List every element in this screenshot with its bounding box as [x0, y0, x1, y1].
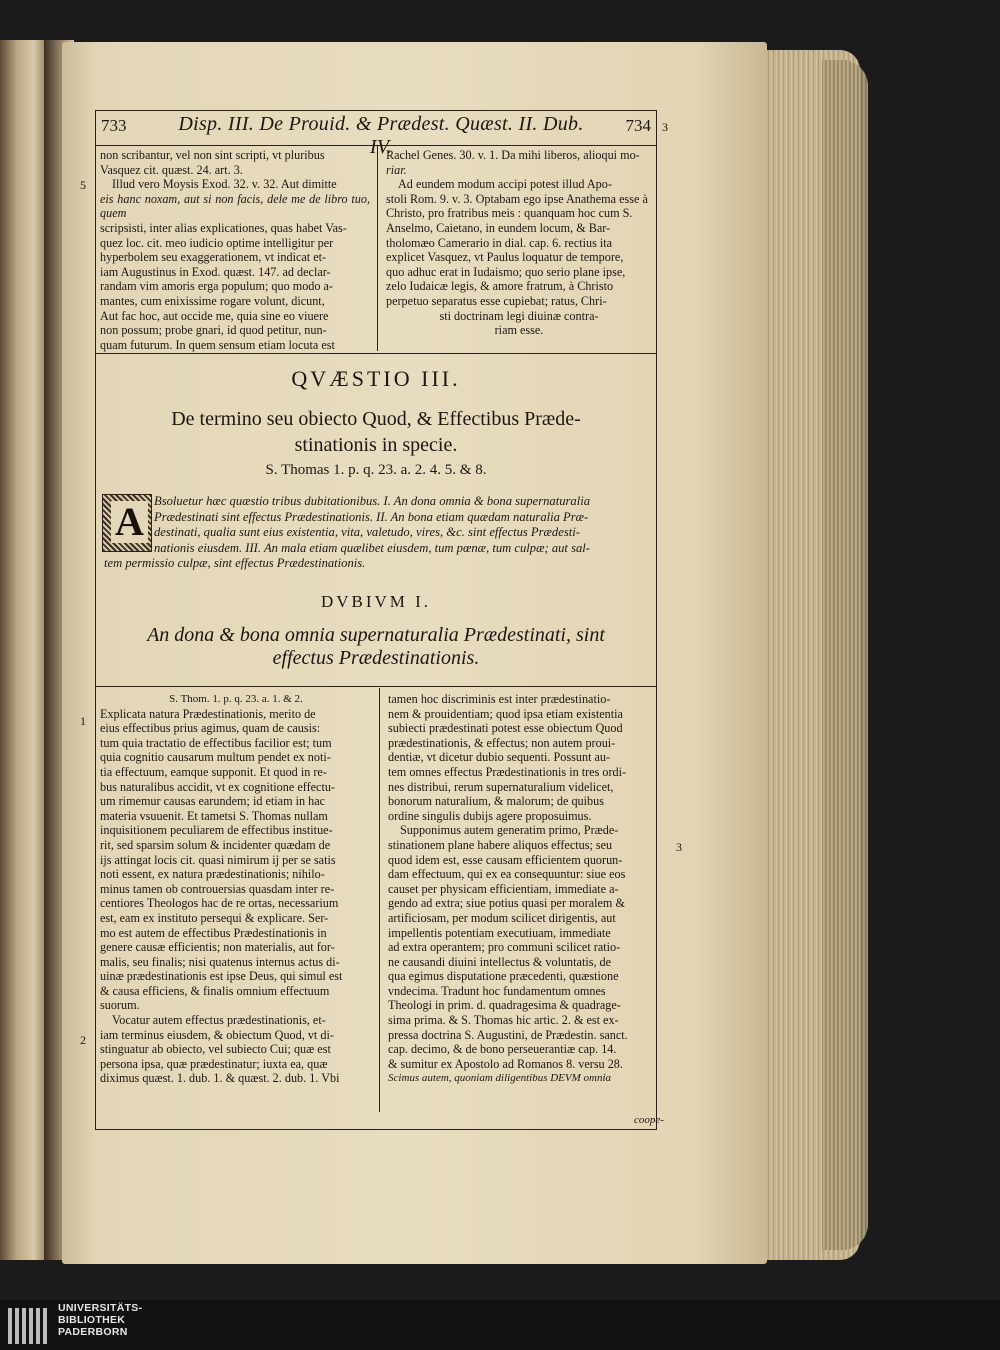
- text-line: impellentis potentiam executiuam, immediate: [388, 925, 611, 940]
- library-name-line: PADERBORN: [58, 1326, 128, 1338]
- text-line: non scribantur, vel non sint scripti, vt pluribus: [100, 148, 325, 162]
- catchword: coope-: [634, 1114, 664, 1126]
- text-line: rit, sed sparsim solum & incidenter quædam de: [100, 837, 331, 852]
- text-line: qua egimus disputatione præcedenti, quæstione: [388, 969, 619, 984]
- text-line: hyperbolem seu exaggerationem, vt indicat et-: [100, 250, 327, 265]
- top-left-column: [100, 148, 370, 352]
- text-line: Aut fac hoc, aut occide me, quia sine eo viuere: [100, 308, 329, 323]
- text-line: iam Augustinus in Exod. quæst. 147. ad declar-: [100, 264, 331, 279]
- text-line: Scimus autem, quoniam diligentibus DEVM omnia: [388, 1072, 612, 1085]
- text-line: causet per physicam efficientiam, immediate a-: [388, 881, 619, 896]
- margin-number: 2: [80, 1033, 86, 1047]
- text-line: minus tamen ob controuersias quasdam inter re-: [100, 881, 335, 896]
- text-line: uinæ prædestinationis est ipse Deus, qui simul est: [100, 969, 343, 984]
- text-line: iam terminus eiusdem, & obiectum Quod, vt di-: [100, 1027, 334, 1042]
- text-line: materia vsuuenit. Et tametsi S. Thomas nullam: [100, 808, 328, 823]
- text-line: Illud vero Moysis Exod. 32. v. 32. Aut dimitte: [112, 177, 337, 192]
- subtitle-line: stinationis in specie.: [294, 434, 458, 456]
- page-number-right: 734: [625, 116, 651, 135]
- text-line: scripsisti, inter alias explicationes, quas habet Vas-: [100, 220, 347, 235]
- left-page-edge: [0, 40, 48, 1260]
- text-line: stoli Rom. 9. v. 3. Optabam ego ipse Anathema esse à: [386, 191, 648, 206]
- text-line: tem omnes effectus Prædestinationis in tres ordi-: [388, 764, 627, 779]
- initial-letter: A: [111, 501, 148, 543]
- text-line: diximus quæst. 1. dub. 1. & quæst. 2. dub. 1. Vbi: [100, 1071, 340, 1086]
- head-rule: [96, 145, 656, 146]
- page-edges-outer: [822, 60, 868, 1250]
- text-line: & causa efficiens, & finalis omnium effectuum: [100, 983, 330, 998]
- text-line: Christo, pro fratribus meis : quanquam hoc cum S.: [386, 206, 633, 221]
- text-line: ordine singulis dubijs agere proposuimus.: [388, 808, 592, 823]
- text-line: Rachel Genes. 30. v. 1. Da mihi liberos, alioqui mo-: [386, 148, 640, 162]
- library-logo-icon: [8, 1308, 52, 1344]
- text-line: eius effectibus prius agimus, quam de causis:: [100, 721, 321, 736]
- decorated-initial: [102, 494, 152, 552]
- text-line: tum quia tractatio de effectibus facilior est; tum: [100, 735, 332, 750]
- text-line: cap. decimo, & de bono perseuerantiæ cap. 14.: [388, 1042, 617, 1057]
- subtitle-line: effectus Prædestinationis.: [272, 647, 480, 669]
- bottom-left-column: [100, 692, 372, 1086]
- text-line: Bsoluetur hæc quæstio tribus dubitationibus. I. An dona omnia & bona supernaturalia: [154, 494, 591, 508]
- text-line: pressa doctrina S. Augustini, de Prædestin. sanct.: [388, 1027, 628, 1042]
- text-line: vndecima. Tradunt hoc fundamentum omnes: [388, 983, 606, 998]
- text-line: ne causandi diuini intellectus & voluntatis, de: [388, 954, 612, 969]
- text-line: quez loc. cit. meo iudicio optime intelligitur per: [100, 235, 334, 250]
- text-line: Ad eundem modum accipi potest illud Apo-: [398, 177, 612, 192]
- library-name-line: UNIVERSITÄTS-: [58, 1302, 143, 1314]
- library-name: [58, 1302, 142, 1338]
- text-line: explicet Vasquez, vt Paulus loquatur de tempore,: [386, 250, 624, 265]
- text-line: gendo ad extra; siue potius quasi per moralem &: [388, 896, 625, 911]
- text-line: suorum.: [100, 998, 140, 1013]
- text-line: Theologi in prim. d. quadragesima & quadrage-: [388, 998, 621, 1013]
- text-line: malis, seu finalis; nisi quatenus internus actus di-: [100, 954, 340, 969]
- text-line: non possum; probe gnari, id quod petitur, nun-: [100, 323, 327, 338]
- page-number-left: 733: [101, 116, 127, 135]
- text-line: quam futurum. In quem sensum etiam locuta est: [100, 337, 335, 352]
- text-line: & sumitur ex Apostolo ad Romanos 8. versu 28.: [388, 1056, 623, 1071]
- text-line: quo adhuc erat in Iudaismo; quo serio plane ipse,: [386, 264, 626, 279]
- text-line: riam esse.: [494, 323, 544, 338]
- text-line: eis hanc noxam, aut si non facis, dele me de libro tuo, quem: [100, 191, 370, 221]
- text-line: inquisitionem peculiarem de effectibus institue-: [100, 823, 333, 838]
- section-reference: S. Thom. 1. p. q. 23. a. 1. & 2.: [169, 693, 303, 705]
- column-rule-bottom: [379, 688, 380, 1112]
- library-name-line: BIBLIOTHEK: [58, 1314, 126, 1326]
- text-line: dam effectuum, qui ex ea consequuntur: siue eos: [388, 867, 626, 882]
- text-line: Explicata natura Prædestinationis, merito de: [100, 706, 316, 721]
- text-line: stinguatur ab obiecto, vel subiecto Cui; quæ est: [100, 1042, 331, 1057]
- text-line: nem & prouidentiam; quod ipsa etiam existentia: [388, 706, 623, 721]
- text-line: quod idem est, esse causam efficientem quorun-: [388, 852, 623, 867]
- section-rule: [96, 686, 656, 687]
- text-line: perpetuo separatus esse cupiebat; ratus, Chri-: [386, 293, 607, 308]
- text-line: noti essent, ex natura prædestinationis; nihilo-: [100, 867, 325, 882]
- text-line: ad extra operantem; pro communi scilicet ratio-: [388, 940, 621, 955]
- quaestio-subtitle: [110, 406, 642, 458]
- text-line: prædestinationis, & effectus; non autem proui-: [388, 735, 616, 750]
- intro-paragraph: [154, 494, 650, 556]
- intro-last-line: tem permissio culpæ, sint effectus Prædestinationis.: [104, 556, 366, 570]
- subtitle-line: De termino seu obiecto Quod, & Effectibus Præde-: [171, 408, 581, 430]
- dubium-subtitle: [120, 624, 632, 670]
- top-right-column: [386, 148, 652, 338]
- text-line: riar.: [386, 162, 407, 177]
- text-line: Prædestinati sint effectus Prædestinationis. II. An bona etiam quædam naturalia Præ-: [154, 509, 589, 524]
- dubium-title: DVBIVM I.: [320, 592, 432, 611]
- text-line: mantes, cum enixissime rogare volunt, dicunt,: [100, 293, 325, 308]
- text-line: artificiosam, per modum scilicet dirigentis, aut: [388, 910, 616, 925]
- text-line: quia cognitio causarum multum pendet ex noti-: [100, 750, 331, 765]
- text-line: persona ipsa, quæ prædestinatur; iuxta ea, quæ: [100, 1056, 328, 1071]
- text-line: ijs attingat locis cit. quasi nimirum ij per se satis: [100, 852, 336, 867]
- text-line: bus naturalibus accidit, vt ex cognitione effectu-: [100, 779, 335, 794]
- text-line: randam vim amoris erga populum; quo modo a-: [100, 279, 333, 294]
- column-rule-top: [377, 146, 378, 351]
- section-rule: [96, 353, 656, 354]
- text-line: bonorum naturalium, & malorum; de quibus: [388, 794, 604, 809]
- text-line: tamen hoc discriminis est inter prædestinatio-: [388, 692, 611, 706]
- text-line: tia effectuum, eamque supponit. Et quod in re-: [100, 764, 327, 779]
- text-line: zelo Iudaicæ legis, & amore fratrum, à Christo: [386, 279, 614, 294]
- margin-number: 3: [662, 120, 668, 134]
- margin-number: 1: [80, 714, 86, 728]
- text-line: sti doctrinam legi diuinæ contra-: [439, 308, 599, 323]
- text-line: Anselmo, Caietano, in eundem locum, & Bar-: [386, 220, 611, 235]
- text-line: destinati, qualia sunt eius existentia, vita, valetudo, vires, &c. sint effectus Prædesti-: [154, 525, 580, 540]
- footer-bar: [0, 1300, 1000, 1350]
- text-line: genere causæ efficientis; non materialis, aut for-: [100, 940, 335, 955]
- margin-number: 5: [80, 178, 86, 192]
- text-line: dentiæ, vt dicetur dubio sequenti. Possunt au-: [388, 750, 611, 765]
- text-line: nationis eiusdem. III. An mala etiam quælibet eiusdem, tum pœnæ, tum culpæ; aut sal-: [154, 540, 590, 555]
- text-line: Supponimus autem generatim primo, Præde-: [400, 823, 619, 838]
- running-title: Disp. III. De Prouid. & Prædest. Quæst. II. Dub. IV.: [178, 113, 584, 158]
- text-line: centiores Theologos hac de re ortas, necessarium: [100, 896, 339, 911]
- text-line: est, eam ex instituto persequi & explicare. Ser-: [100, 910, 329, 925]
- text-line: tholomæo Camerario in dial. cap. 6. rectius ita: [386, 235, 613, 250]
- subtitle-line: An dona & bona omnia supernaturalia Prædestinati, sint: [147, 624, 605, 646]
- text-line: Vasquez cit. quæst. 24. art. 3.: [100, 162, 243, 177]
- quaestio-title: QVÆSTIO III.: [291, 366, 461, 391]
- quaestio-reference: S. Thomas 1. p. q. 23. a. 2. 4. 5. & 8.: [265, 462, 487, 478]
- text-line: nes distribui, rerum supernaturalium videlicet,: [388, 779, 614, 794]
- bottom-right-column: [388, 692, 652, 1086]
- text-line: sima prima. & S. Thomas hic artic. 2. & est ex-: [388, 1013, 619, 1028]
- text-line: um rimemur causas earundem; id etiam in hac: [100, 794, 326, 809]
- text-line: Vocatur autem effectus prædestinationis, et-: [112, 1013, 326, 1028]
- margin-number: 3: [676, 840, 682, 854]
- text-line: mo est autem de effectibus Prædestinationis in: [100, 925, 327, 940]
- text-line: stinationem plane habere aliquos effectus; seu: [388, 837, 613, 852]
- text-line: subiecti prædestinati potest esse obiectum Quod: [388, 721, 623, 736]
